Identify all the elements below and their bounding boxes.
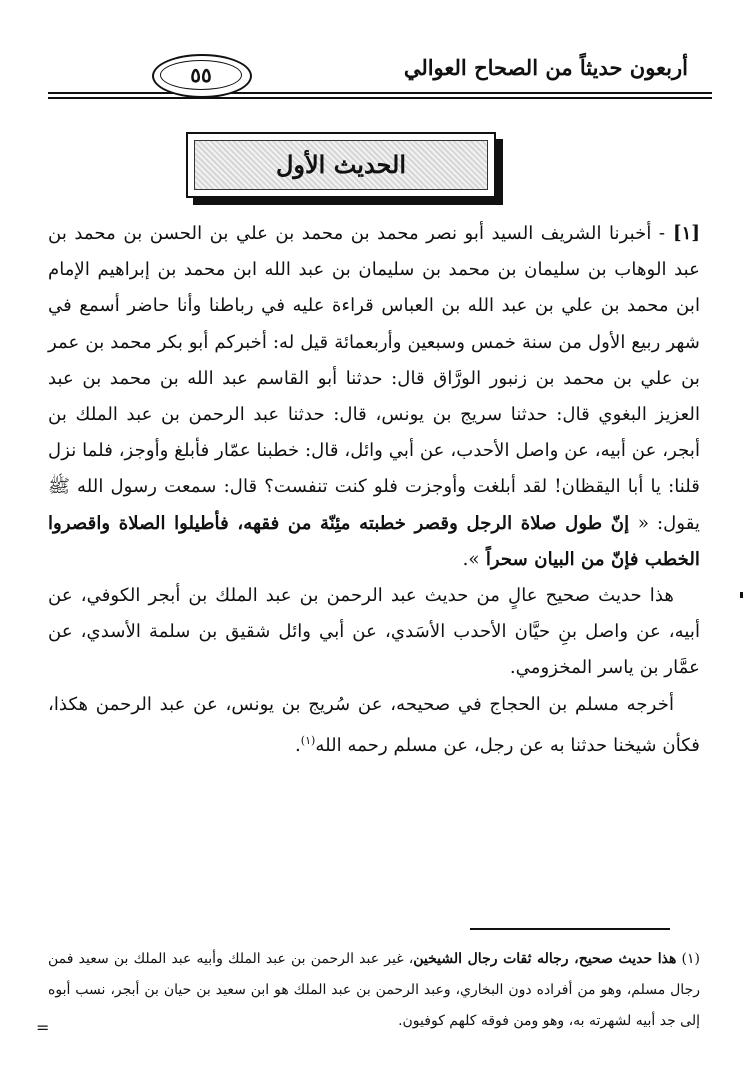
header-rule-double (48, 97, 712, 99)
footnote-marker: (١) (676, 951, 700, 967)
takhrij-end: . (295, 734, 301, 756)
running-title: أربعون حديثاً من الصحاح العوالي (403, 55, 688, 80)
hadith-number: [١] (665, 223, 701, 244)
footnote-reference[interactable]: (١) (300, 733, 316, 747)
page-number: ٥٥ (160, 60, 242, 90)
main-text (48, 216, 700, 764)
hadith-matn: إنّ طول صلاة الرجل وقصر خطبته مئِنّة من فقهه، فأطيلوا الصلاة واقصروا الخطب فإنّ من البيان سحراً (48, 512, 700, 570)
takhrij-text: أخرجه مسلم بن الحجاج في صحيحه، عن سُريج بن يونس، عن عبد الرحمن هكذا، فكأن شيخنا حدثنا به عن رجل، عن مسلم رحمه الله (48, 693, 700, 756)
scan-edge-mark (740, 592, 743, 598)
footnote-verdict: هذا حديث صحيح، رجاله ثقات رجال الشيخين (413, 951, 677, 967)
footnote-separator (470, 928, 670, 930)
takhrij-paragraph (48, 687, 700, 764)
continuation-mark: = (36, 1018, 50, 1037)
hadith-closing: ». (462, 548, 480, 570)
hadith-isnad: - أخبرنا الشريف السيد أبو نصر محمد بن محمد بن علي بن الحسن بن محمد بن عبد الوهاب بن سليمان بن محمد بن سليمان بن عبد الله ابن محمد بن إبراهيم الإمام ابن محمد بن علي بن عبد الله بن العباس قراءة عليه في رباطنا وأنا حاضر أسمع في شهر ربيع الأول من سنة خمس وسبعين وأربعمائة قيل له: أخبركم أبو بكر محمد بن عمر بن علي بن محمد بن زنبور الورَّاق قال: حدثنا أبو القاسم عبد الله بن محمد بن عبد العزيز البغوي قال: حدثنا سريج بن يونس، قال: حدثنا عبد الرحمن بن عبد الملك بن أبجر، عن أبيه، عن واصل الأحدب، عن أبي وائل، قال: خطبنا عمّار فأبلغ وأوجز، فلما نزل قلنا: يا أبا اليقظان! لقد أبلغت وأوجزت فلو كنت تنفست؟ قال: سمعت رسول الله ﷺ يقول: « (48, 223, 700, 534)
section-title: الحديث الأول (194, 140, 488, 190)
hadith-paragraph (48, 216, 700, 578)
footnote-text: ، غير عبد الرحمن بن عبد الملك وأبيه عبد الملك بن سعيد فمن رجال مسلم، وهو من أفراده دون البخاري، وعبد الرحمن بن عبد الملك هو ابن سعيد بن حيان بن أبجر، نسب أبوه إلى جد أبيه لشهرته به، وهو ومن فوقه كلهم كوفيون. (48, 951, 700, 1029)
commentary-paragraph: هذا حديث صحيح عالٍ من حديث عبد الرحمن بن عبد الملك بن أبجر الكوفي، عن أبيه، عن واصل بنِ حيَّان الأحدب الأسَدي، عن أبي وائل شقيق بن سلمة الأسدي، عن عمَّار بن ياسر المخزومي. (48, 585, 700, 679)
section-title-box (186, 132, 496, 198)
header-rule (48, 92, 712, 94)
footnote-1 (48, 944, 700, 1037)
